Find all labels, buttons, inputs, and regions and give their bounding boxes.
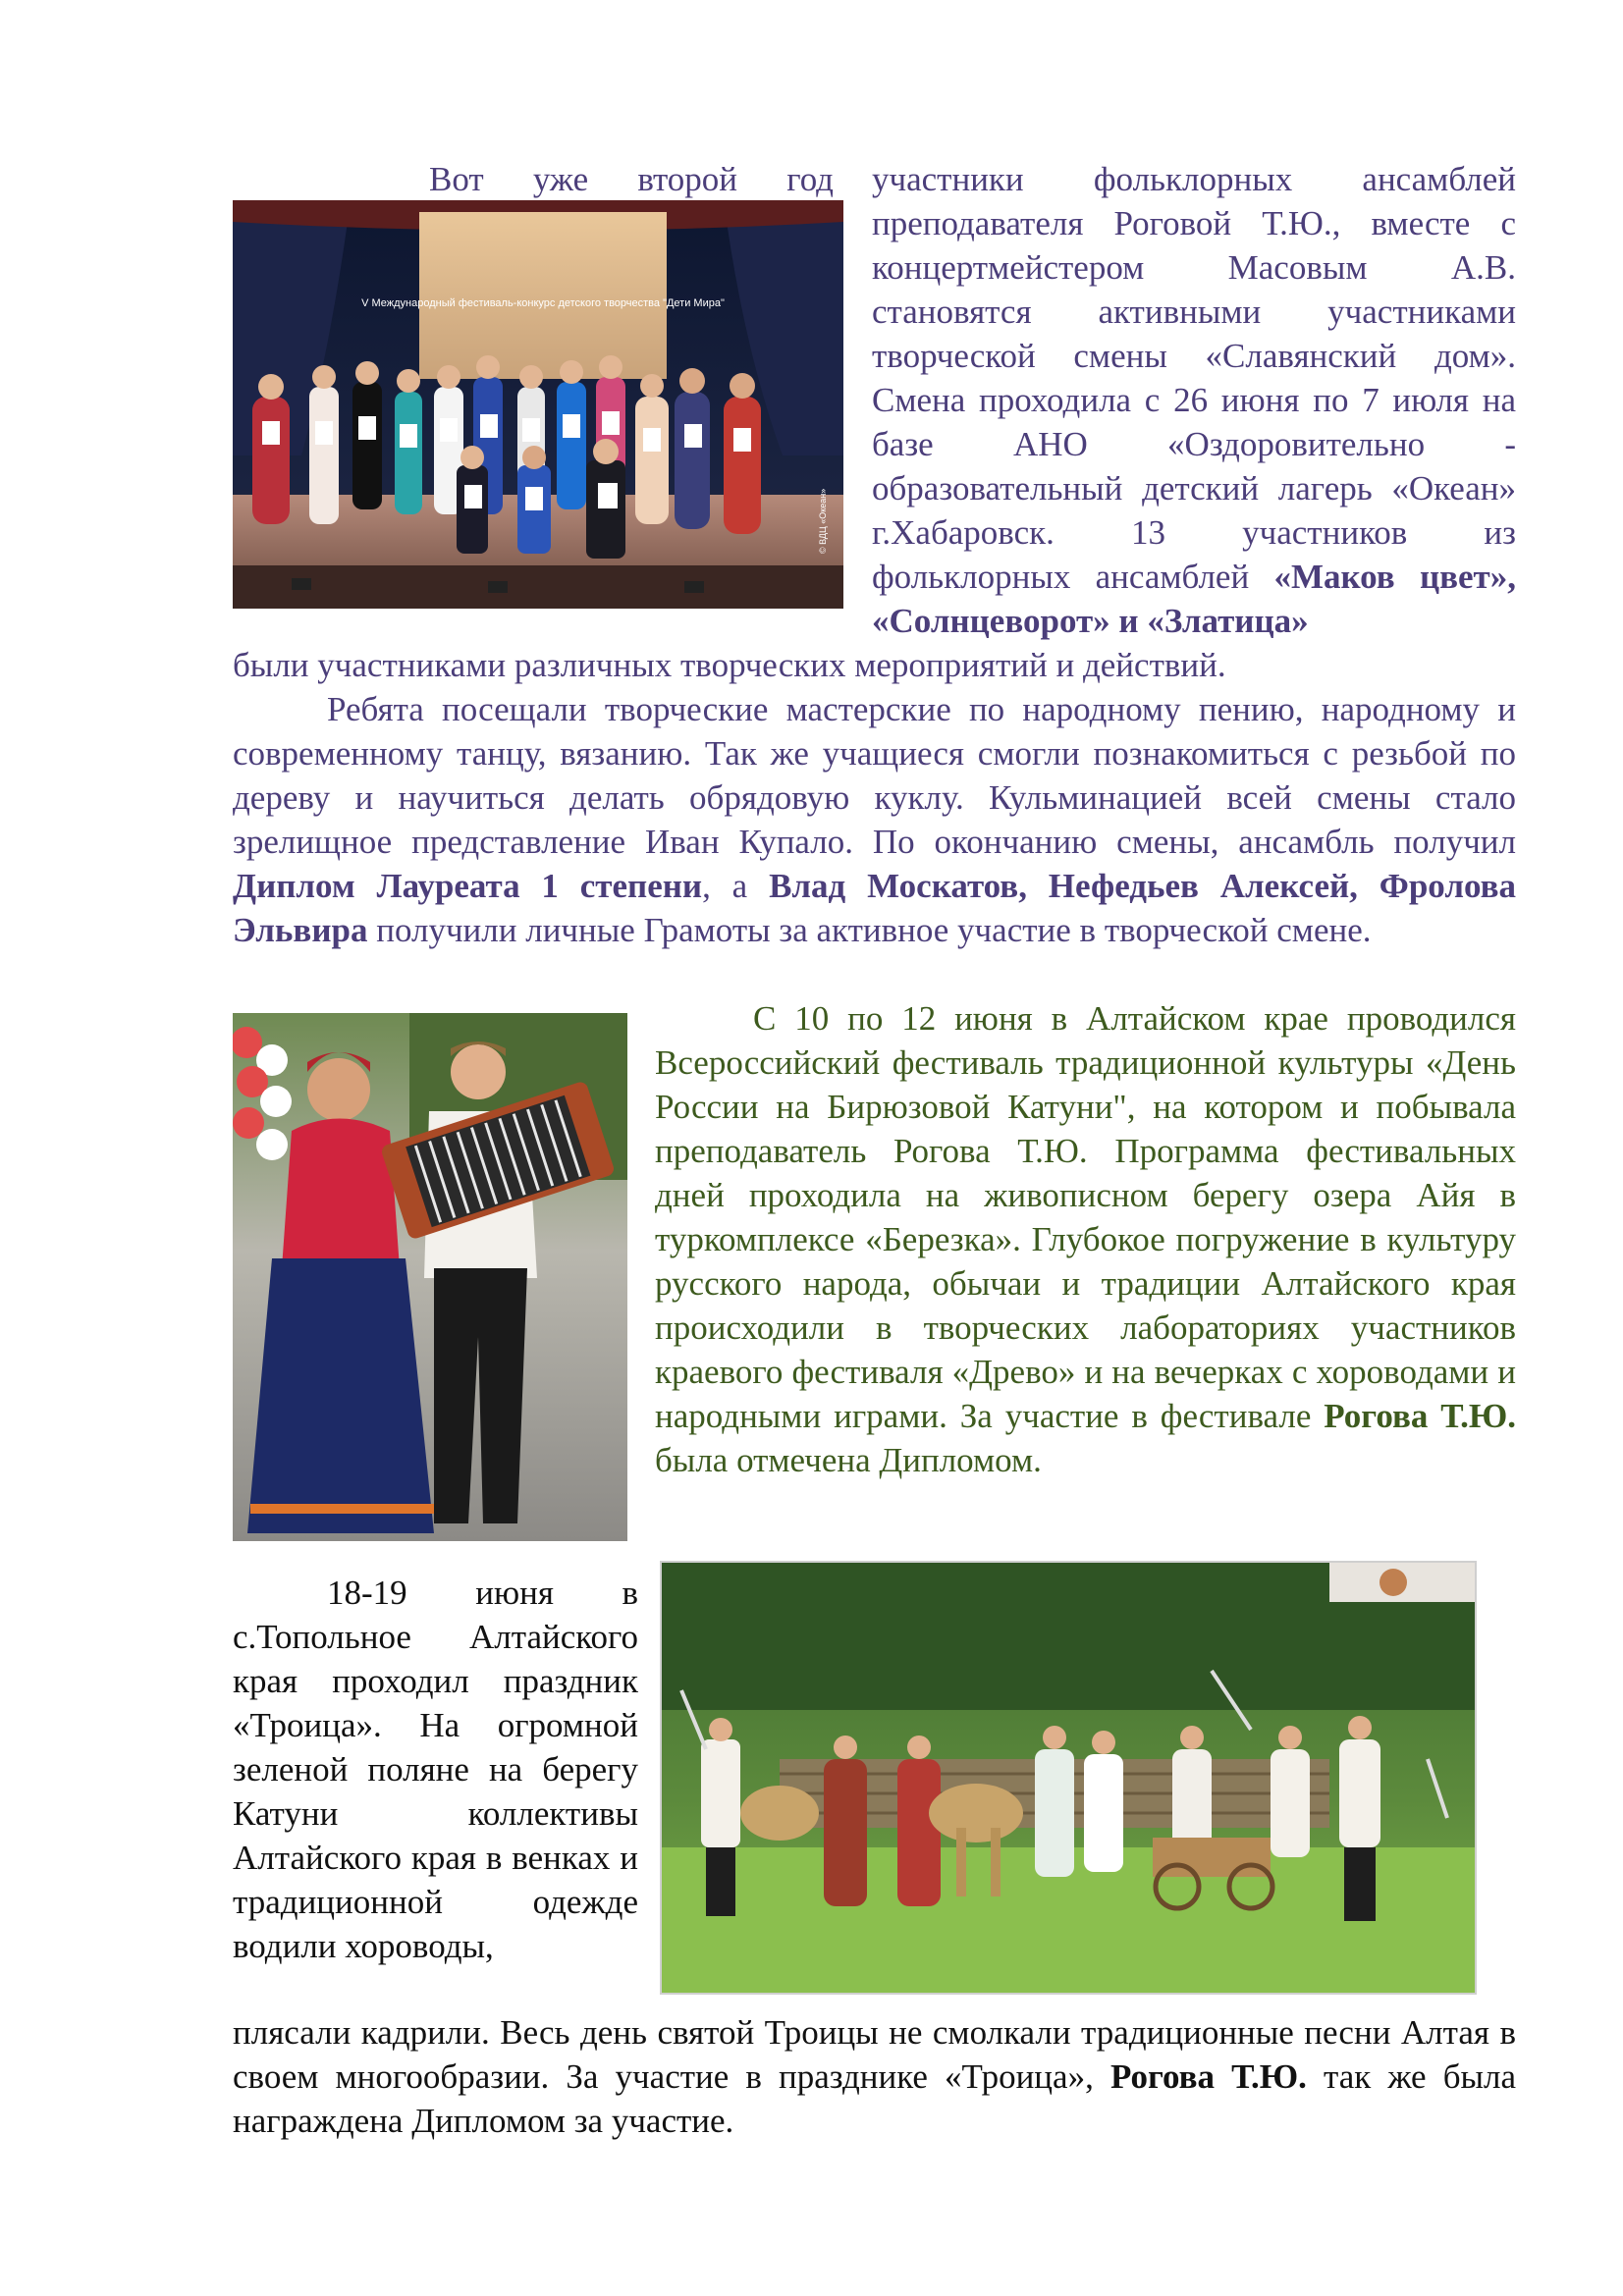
article1-paragraph2 bbox=[233, 687, 1516, 952]
article3-left-column-text: 18-19 июня в с.Топольное Алтайского края проходил праздник «Троица». На огромной зеленой поляне на берегу Катуни коллективы Алтайского края в венках и традиционной одежде водили хороводы, bbox=[233, 1574, 638, 1965]
accordion-duo-photo bbox=[233, 1013, 627, 1541]
article3-left-column bbox=[233, 1571, 638, 1968]
article1-continuation bbox=[233, 643, 1516, 952]
photo-banner-text: V Международный фестиваль-конкурс детского творчества "Дети Мира" bbox=[361, 297, 725, 309]
article1-para2-text2: , а bbox=[702, 867, 748, 905]
article1-para2-text1: Ребята посещали творческие мастерские по народному пению, народному и современному танцу, вязанию. Так же учащиеся смогли познакомиться с резьбой по дереву и научиться делать обрядовую куклу. Кульминацией всей смены стало зрелищное представление Иван Купало. По окончанию смены, ансамбль получил bbox=[233, 690, 1516, 861]
accordion-duo-photo-image bbox=[233, 1013, 627, 1541]
article3-name: Рогова Т.Ю. bbox=[1109, 2057, 1307, 2096]
article1-right-column-text: преподавателя Роговой Т.Ю., вместе с концертмейстером Масовым А.В. становятся активными участниками творческой смены «Славянский дом». Смена проходила с 26 июня по 7 июля на базе АНО «Оздоровительно - образовательный детский лагерь «Океан» г.Хабаровск. 13 участников из фольклорных ансамблей bbox=[872, 204, 1516, 596]
camp-stage-photo bbox=[233, 200, 843, 609]
article1-ensembles: «Маков цвет», «Солнцеворот» и «Златица» bbox=[872, 558, 1516, 640]
article3-bottom-text bbox=[233, 2010, 1516, 2143]
article2-text2: была отмечена Дипломом. bbox=[655, 1441, 1042, 1479]
article3-bottom-text2: так же была награждена Дипломом за участие. bbox=[233, 2057, 1517, 2140]
article2-name: Рогова Т.Ю. bbox=[1324, 1397, 1517, 1435]
photo-credit-text: © ВДЦ «Океан» bbox=[818, 488, 828, 554]
article1-diploma: Диплом Лауреата 1 степени bbox=[233, 867, 703, 905]
article2-text bbox=[655, 996, 1516, 1482]
article1-after-ensembles: были участниками различных творческих мероприятий и действий. bbox=[233, 646, 1226, 684]
camp-stage-photo-image bbox=[233, 200, 843, 609]
article2-text1: С 10 по 12 июня в Алтайском крае проводился Всероссийский фестиваль традиционной культуры «День России на Бирюзовой Катуни", на котором и побывала преподаватель Рогова Т.Ю. Программа фестивальных дней проходила на живописном берегу озера Айя в туркомплексе «Березка». Глубокое погружение в культуру русского народа, обычаи и традиции Алтайского края происходили в творческих лабораториях участников краевого фестиваля «Древо» и на вечерках с хороводами и народными играми. За участие в фестивале bbox=[655, 999, 1516, 1435]
article1-line1-lead-text: Вот уже второй год bbox=[429, 160, 834, 198]
article1-line1-lead bbox=[233, 157, 834, 201]
article1-line1-tail: участники фольклорных ансамблей bbox=[872, 160, 1516, 198]
trinity-festival-photo-image bbox=[662, 1563, 1475, 1993]
article1-names: Влад Москатов, Нефедьев Алексей, Фролова Эльвира bbox=[233, 867, 1517, 949]
article1-right-column bbox=[872, 201, 1516, 643]
trinity-festival-photo bbox=[660, 1561, 1477, 1995]
article1-first-line bbox=[233, 157, 1516, 201]
article3-bottom-text1: плясали кадрили. Весь день святой Троицы не смолкали традиционные песни Алтая в своем многообразии. За участие в празднике «Троица», bbox=[233, 2013, 1516, 2096]
article1-para2-text3: получили личные Грамоты за активное участие в творческой смене. bbox=[376, 911, 1372, 949]
